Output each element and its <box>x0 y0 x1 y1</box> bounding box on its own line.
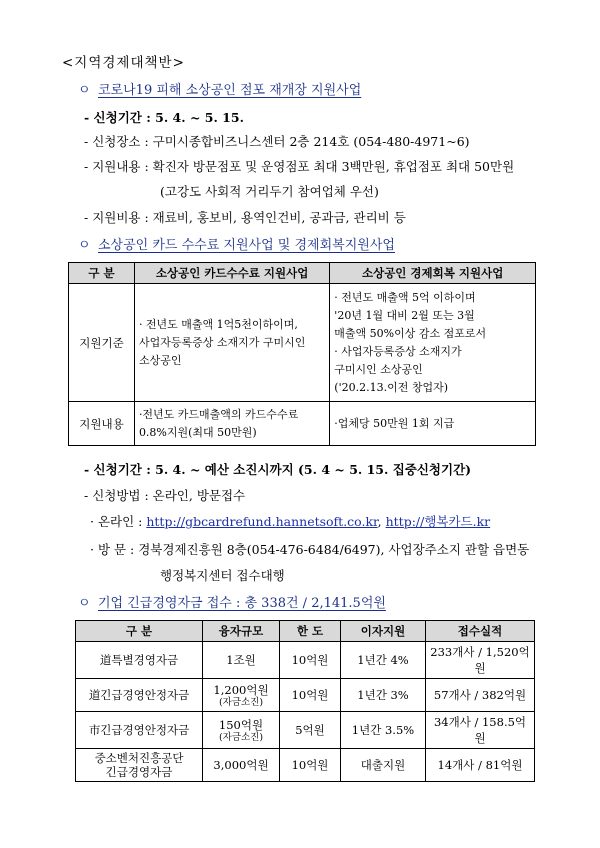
table-cell: ·업체당 50만원 1회 지급 <box>330 402 536 446</box>
bullet-icon: ㅇ <box>78 238 91 253</box>
row-label: 지원기준 <box>69 284 135 402</box>
fund-limit: 10억원 <box>280 679 341 712</box>
online-label: · 온라인 : <box>90 514 147 529</box>
fund-limit: 5억원 <box>280 712 341 749</box>
fund-interest: 1년간 3% <box>341 679 426 712</box>
card-fee-support-table <box>68 262 536 446</box>
table-header-row <box>69 263 536 284</box>
fund-name: 중소벤처진흥공단 긴급경영자금 <box>76 749 203 782</box>
table-header-row <box>76 621 535 642</box>
table-header-cell: 접수실적 <box>426 621 535 642</box>
table-header-cell: 융자규모 <box>203 621 280 642</box>
bullet-icon: ㅇ <box>78 596 91 611</box>
table-row <box>69 284 536 402</box>
table-header-cell: 한 도 <box>280 621 341 642</box>
visit-row-cont: 행정복지센터 접수대행 <box>160 568 285 583</box>
table-row <box>76 679 535 712</box>
section1-header <box>78 83 361 99</box>
fund-scale: 3,000억원 <box>203 749 280 782</box>
section3-title: 기업 긴급경영자금 접수 : 총 338건 / 2,141.5억원 <box>98 596 386 611</box>
section1-period: - 신청기간 : 5. 4. ~ 5. 15. <box>84 110 244 125</box>
table-row <box>69 402 536 446</box>
bullet-icon: ㅇ <box>78 83 91 98</box>
fund-scale: 150억원 (자금소진) <box>203 712 280 749</box>
section1-title: 코로나19 피해 소상공인 점포 재개장 지원사업 <box>98 83 362 98</box>
table-header-cell: 이자지원 <box>341 621 426 642</box>
fund-limit: 10억원 <box>280 749 341 782</box>
fund-scale: 1,200억원 (자금소진) <box>203 679 280 712</box>
section2-period: - 신청기간 : 5. 4. ~ 예산 소진시까지 (5. 4 ~ 5. 15. 집중신청기간) <box>84 462 472 477</box>
table-header-cell: 소상공인 카드수수료 지원사업 <box>134 263 329 284</box>
fund-name: 市긴급경영안정자금 <box>76 712 203 749</box>
table-cell: · 전년도 매출액 1억5천이하이며, 사업자등록증상 소재지가 구미시인 소상공인 <box>134 284 329 402</box>
section2-method: - 신청방법 : 온라인, 방문접수 <box>84 488 246 503</box>
table-row <box>76 749 535 782</box>
fund-limit: 10억원 <box>280 642 341 679</box>
table-row <box>76 712 535 749</box>
section-heading: <지역경제대책반> <box>62 55 185 71</box>
online-row <box>90 514 490 530</box>
row-label: 지원내용 <box>69 402 135 446</box>
fund-interest: 1년간 3.5% <box>341 712 426 749</box>
table-cell: ·전년도 카드매출액의 카드수수료 0.8%지원(최대 50만원) <box>134 402 329 446</box>
fund-result: 233개사 / 1,520억원 <box>426 642 535 679</box>
online-link-2[interactable]: http://행복카드.kr <box>385 514 491 529</box>
online-link-1[interactable]: http://gbcardrefund.hannetsoft.co.kr <box>146 514 378 529</box>
section2-title: 소상공인 카드 수수료 지원사업 및 경제회복지원사업 <box>98 238 395 253</box>
emergency-fund-table <box>75 620 535 782</box>
section1-cost: - 지원비용 : 재료비, 홍보비, 용역인건비, 공과금, 관리비 등 <box>84 210 406 225</box>
section2-header <box>78 238 395 254</box>
table-row <box>76 642 535 679</box>
table-header-cell: 구 분 <box>69 263 135 284</box>
table-header-cell: 소상공인 경제회복 지원사업 <box>330 263 536 284</box>
link-separator: , <box>377 514 386 529</box>
fund-interest: 대출지원 <box>341 749 426 782</box>
fund-interest: 1년간 4% <box>341 642 426 679</box>
table-cell: · 전년도 매출액 5억 이하이며 '20년 1월 대비 2월 또는 3월 매출액 50%이상 감소 점포로서 · 사업자등록증상 소재지가 구미시인 소상공인 ('20.2.13.이전 창업자) <box>330 284 536 402</box>
fund-result: 34개사 / 158.5억원 <box>426 712 535 749</box>
fund-scale: 1조원 <box>203 642 280 679</box>
fund-result: 14개사 / 81억원 <box>426 749 535 782</box>
section3-header <box>78 596 386 612</box>
fund-name: 道긴급경영안정자금 <box>76 679 203 712</box>
section1-place: - 신청장소 : 구미시종합비즈니스센터 2층 214호 (054-480-4971~6) <box>84 134 470 149</box>
visit-row: · 방 문 : 경북경제진흥원 8층(054-476-6484/6497), 사업장주소지 관할 읍면동 <box>90 542 530 557</box>
section1-content-note: (고강도 사회적 거리두기 참여업체 우선) <box>160 184 379 199</box>
table-header-cell: 구 분 <box>76 621 203 642</box>
fund-result: 57개사 / 382억원 <box>426 679 535 712</box>
fund-name: 道특별경영자금 <box>76 642 203 679</box>
section1-content: - 지원내용 : 확진자 방문점포 및 운영점포 최대 3백만원, 휴업점포 최대 50만원 <box>84 159 515 174</box>
